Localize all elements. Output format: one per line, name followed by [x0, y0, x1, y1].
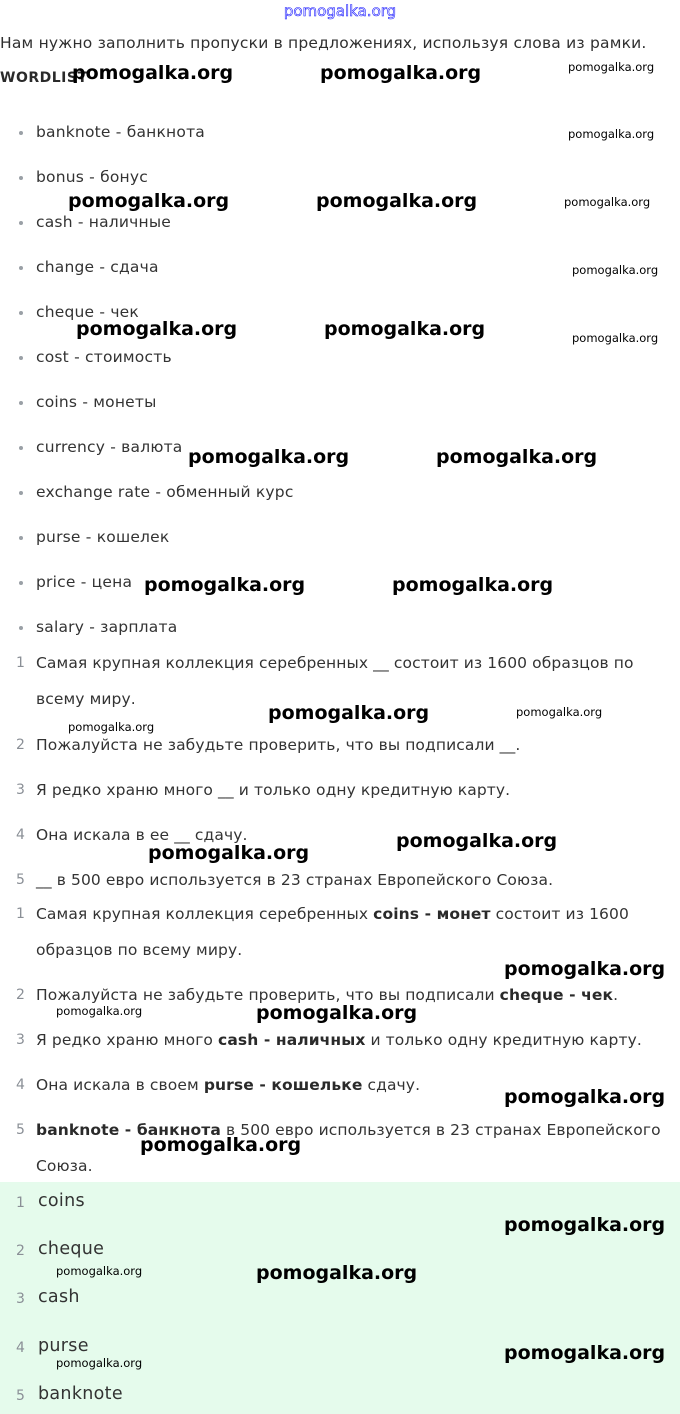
bullet-icon	[19, 176, 23, 180]
site-link[interactable]: pomogalka.org	[283, 2, 397, 20]
watermark: pomogalka.org	[504, 1214, 666, 1236]
bullet-icon	[19, 401, 23, 405]
solution-number: 2	[16, 987, 25, 1003]
solution-text: .	[613, 986, 619, 1004]
answer-number: 2	[16, 1243, 25, 1259]
watermark: pomogalka.org	[504, 1342, 666, 1364]
solution-text: Самая крупная коллекция серебренных	[36, 905, 374, 923]
watermark: pomogalka.org	[72, 62, 234, 84]
task-number: 2	[16, 737, 25, 753]
bullet-icon	[19, 131, 23, 135]
list-item: change - сдача	[36, 258, 159, 276]
watermark: pomogalka.org	[564, 195, 651, 209]
answer-word: purse	[38, 1336, 89, 1356]
list-item: salary - зарплата	[36, 618, 178, 636]
list-item: price - цена	[36, 573, 133, 591]
list-item: cash - наличные	[36, 213, 172, 231]
watermark: pomogalka.org	[396, 830, 558, 852]
answer-word: cheque	[38, 1239, 105, 1259]
watermark: pomogalka.org	[324, 318, 486, 340]
solution-number: 3	[16, 1032, 25, 1048]
bullet-icon	[19, 356, 23, 360]
solution-text: и только одну кредитную карту.	[365, 1031, 642, 1049]
watermark: pomogalka.org	[392, 574, 554, 596]
solution-text: Она искала в своем	[36, 1076, 204, 1094]
bullet-icon	[19, 536, 23, 540]
watermark: pomogalka.org	[504, 958, 666, 980]
list-item: cheque - чек	[36, 303, 139, 321]
solution-answer: cheque - чек	[499, 986, 614, 1004]
solution-text: в 500 евро используется в 23 странах Европейского	[220, 1121, 661, 1139]
task-number: 1	[16, 655, 25, 671]
task-number: 4	[16, 827, 25, 843]
watermark: pomogalka.org	[76, 318, 238, 340]
watermark: pomogalka.org	[140, 1134, 302, 1156]
solution-answer: cash - наличных	[218, 1031, 366, 1049]
solution-sentence	[36, 1022, 666, 1058]
task-sentence: Она искала в ее __ сдачу.	[36, 826, 248, 844]
solution-answer: coins - монет	[373, 905, 491, 923]
watermark: pomogalka.org	[436, 446, 598, 468]
task-line: Самая крупная коллекция серебренных __ состоит из 1600 образцов по	[36, 654, 634, 672]
watermark: pomogalka.org	[516, 705, 603, 719]
watermark: pomogalka.org	[256, 1262, 418, 1284]
watermark: pomogalka.org	[188, 446, 350, 468]
watermark: pomogalka.org	[316, 190, 478, 212]
list-item: banknote - банкнота	[36, 123, 206, 141]
answer-word: banknote	[38, 1384, 123, 1404]
bullet-icon	[19, 491, 23, 495]
watermark: pomogalka.org	[68, 720, 155, 734]
watermark: pomogalka.org	[144, 574, 306, 596]
watermark: pomogalka.org	[568, 127, 655, 141]
list-item: coins - монеты	[36, 393, 157, 411]
solution-sentence	[36, 1112, 666, 1184]
solution-text: Пожалуйста не забудьте проверить, что вы подписали	[36, 986, 500, 1004]
list-item: exchange rate - обменный курс	[36, 483, 294, 501]
list-item: currency - валюта	[36, 438, 183, 456]
solution-number: 5	[16, 1122, 25, 1138]
solution-text: Союза.	[36, 1157, 93, 1175]
list-item: cost - стоимость	[36, 348, 172, 366]
answer-number: 3	[16, 1291, 25, 1307]
solution-text: сдачу.	[362, 1076, 421, 1094]
watermark: pomogalka.org	[56, 1356, 143, 1370]
watermark: pomogalka.org	[268, 702, 430, 724]
task-number: 3	[16, 782, 25, 798]
bullet-icon	[19, 221, 23, 225]
task-number: 5	[16, 872, 25, 888]
solution-text: состоит из 1600	[490, 905, 629, 923]
answer-number: 1	[16, 1195, 25, 1211]
solution-answer: purse - кошельке	[203, 1076, 363, 1094]
task-sentence: Пожалуйста не забудьте проверить, что вы подписали __.	[36, 736, 521, 754]
answer-number: 5	[16, 1388, 25, 1404]
watermark: pomogalka.org	[504, 1086, 666, 1108]
list-item: purse - кошелек	[36, 528, 170, 546]
watermark: pomogalka.org	[572, 263, 659, 277]
task-sentence: __ в 500 евро используется в 23 странах Европейского Союза.	[36, 871, 554, 889]
bullet-icon	[19, 311, 23, 315]
watermark: pomogalka.org	[148, 842, 310, 864]
solution-text: образцов по всему миру.	[36, 941, 243, 959]
watermark: pomogalka.org	[56, 1264, 143, 1278]
bullet-icon	[19, 581, 23, 585]
watermark: pomogalka.org	[56, 1004, 143, 1018]
solution-number: 4	[16, 1077, 25, 1093]
answer-word: cash	[38, 1287, 80, 1307]
bullet-icon	[19, 626, 23, 630]
intro-text: Нам нужно заполнить пропуски в предложениях, используя слова из рамки.	[0, 34, 647, 52]
answer-word: coins	[38, 1191, 85, 1211]
list-item: bonus - бонус	[36, 168, 148, 186]
watermark: pomogalka.org	[256, 1002, 418, 1024]
watermark: pomogalka.org	[320, 62, 482, 84]
task-line: всему миру.	[36, 690, 136, 708]
watermark: pomogalka.org	[568, 60, 655, 74]
watermark: pomogalka.org	[572, 331, 659, 345]
wordlist-title: WORDLIST	[0, 70, 88, 86]
solution-answer: banknote - банкнота	[36, 1121, 221, 1139]
solution-text: Я редко храню много	[36, 1031, 219, 1049]
watermark: pomogalka.org	[68, 190, 230, 212]
answer-number: 4	[16, 1340, 25, 1356]
solution-number: 1	[16, 906, 25, 922]
bullet-icon	[19, 446, 23, 450]
bullet-icon	[19, 266, 23, 270]
task-sentence: Я редко храню много __ и только одну кредитную карту.	[36, 781, 511, 799]
